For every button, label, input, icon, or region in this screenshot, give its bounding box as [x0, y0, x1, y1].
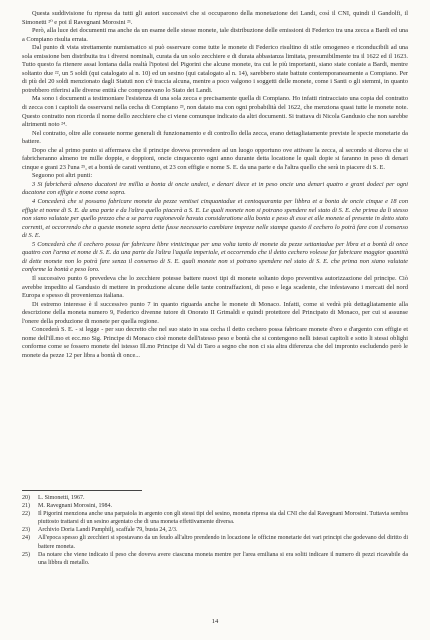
paragraph: Seguono poi altri punti: — [32, 172, 93, 180]
footnote-text: Da notare che viene indicato il peso che doveva avere ciascuna moneta mentre per l'area emiliana si era soliti indicare il numero di pezzi ricavabile da una libbra di metallo. — [38, 551, 408, 566]
footnote-text: M. Ravegnani Morosini, 1984. — [38, 503, 112, 510]
footnotes — [22, 490, 408, 567]
footnote-number: 23) — [22, 527, 30, 534]
paragraph: Ma sono i documenti a testimoniare l'esistenza di una sola zecca e precisamente quella di Compiano. Ho infatti rintracciato una copia del contratto di zecca con i capitoli da osservarsi nella cecha di Compiano ²³, non datato ma con ogni probabilità del 1622, che menziona quasi tutte le monete note. Questo contratto non ricorda il nome dello zecchiere che ci viene comunque indicato da altri documenti. Si trattava di Nicola Gandusio che non sarebbe altrimenti noto ²⁴. — [22, 95, 408, 129]
quoted-clause: 3 Si fabricherà almeno ducatoni tre millia a bonta di oncie undeci, e denari diece et in peso oncie una denari quatro e grani dodeci per ogni ducatone con effigie e nome come sopra. — [22, 180, 408, 197]
main-text — [22, 10, 408, 360]
paragraph: Questa suddivisione fu ripresa da tutti gli autori successivi che si occuparono della monetazione dei Landi, così il CNI, quindi il Gandolfi, il Simonetti ²⁰ e poi il Ravegnani Morosini ²¹. — [22, 10, 408, 26]
quoted-clause: 4 Concederà che si possano fabricare monete da pezze ventisei cinquantadue et centoquaranta per libbra et a bonta de oncie cinque e 18 con effigie et nome di S. E. da una parte e da l'altra quello piacerà a S. E. Le quali monete non si potrano spendere nel stato di S. E. che prima da li stesso non siano valutate per quello prezzo che a se parra ragionevole havuta consideratione alla bonta e peso di esse et alle monete al presente in detto stato correnti, et occorrendo che a queste monete sopra dette fusse necessario cambiare impreze nelle stampe questo il cechero lo potrà fare con il consenso di S. E. — [22, 198, 408, 240]
footnote-number: 24) — [22, 535, 30, 542]
footnote-number: 22) — [22, 511, 30, 518]
footnote — [22, 551, 408, 567]
footnote — [22, 502, 408, 510]
paragraph: Dal punto di vista strettamente numismatico si può osservare come tutte le monete di Federico risultino di stile omogeneo e riconducibili ad una sola emissione ben distribuita tra i diversi nominali, curata da un solo zecchiere e di durata abbastanza limitata, presumibilmente tra il 1622 ed il 1623. Tutto questo fa ritenere assai lontana dalla realtà l'ipotesi del Pigorini che alcune monete, tra cui le più importanti, siano state coniate a Bardi, mentre soltanto due ²², un 5 soldi (qui catalogato al n. 10) ed un sesino (qui catalogato al n. 14), sarebbero state battute contemporaneamente a Compiano. Per di più del 20 soldi menzionato dagli Statuti non c'è traccia alcuna, mentre a poco valgono i soggetti delle monete, come i Santi o gli stemmi, in quanto potrebbero riferirsi alle diverse entità che componevano lo Stato dei Landi. — [22, 44, 408, 94]
quoted-clause: 5 Concederà che il cechero possa far fabricare libre vinticinque per una volta tanto di monete da pezze settantadue per libra et a bontà di once quattro con l'arma et nome di S. E. da una parte da l'altra l'aquila imperiale, et occorrendo che il detto cechero volesse far fabricare maggior quantità di dette monete non lo potrà fare senza il consenso di S. E. quali monete non si potrano spendere nel stato di S. E. che prima non siano valutate conforme la bontà e peso loro. — [22, 240, 408, 274]
page-number: 14 — [211, 618, 219, 625]
footnote-text: All'epoca spesso gli zecchieri si spostavano da un feudo all'altro prendendo in locazione le officine monetarie dei vari principi che godevano del diritto di battere moneta. — [38, 535, 408, 550]
footnote-text: Archivio Doria Landi Pamphilj, scaffale 79, busta 24, 2/3. — [38, 527, 178, 534]
footnote-text: Il Pigorini menziona anche una parpaiola in argento con gli stessi tipi del sesino, moneta ripresa sia dal CNI che dal Ravegnani Morosini. Tuttavia sembra piuttosto trattarsi di un sesino argentato che di una moneta effettivamente diversa. — [38, 511, 408, 526]
paragraph: Il successivo punto 6 prevedeva che lo zecchiere potesse battere nuovi tipi di monete soltanto dopo preventiva autorizzazione del principe. Ciò avrebbe impedito al Gandusio di mettere in produzione alcune delle tante contraffazioni, di peso e lega scadente, che infestavano i mercati del nord Europa e spesso di provenienza italiana. — [22, 274, 408, 300]
footnote — [22, 494, 408, 502]
footnote — [22, 534, 408, 550]
paragraph: Nel contratto, oltre alle consuete norme generali di funzionamento e di controllo della zecca, erano dettagliatamente previste le specie monetarie da battere. — [22, 129, 408, 146]
footnote-number: 20) — [22, 495, 30, 501]
footnote-text: L. Simonetti, 1967. — [38, 495, 85, 501]
paragraph: Concederà S. E. - si legge - per suo decretto che nel suo stato in sua cecha il detto cechero possa fabricare monete d'oro e d'argento con effigie et nome dell'ill.mo et ecc.mo Sig. Principe di Monaco cioè monete dell'istesso peso e bontà che si contengono nelli istessi capitoli e sotto li stessi oblighi conforme come se fossero monete del istesso Ill.mo Principe di Val di Taro a segno che non ci sia altra diferenza che del impronto escludendo però le monete da pezze 12 per libra a bontà di once... — [22, 326, 408, 359]
footnote-divider — [22, 490, 142, 491]
paragraph: Di estremo interesse è il successivo punto 7 in quanto riguarda anche le monete di Monaco. Infatti, come si vedrà più dettagliatamente alla descrizione della moneta numero 9, Federico divenne tutore di Onorato II Grimaldi e quindi protettore del Principato di Monaco, per cui si assunse l'onere della produzione di monete per quella regione. — [22, 300, 408, 325]
footnote-number: 25) — [22, 551, 30, 558]
paragraph: Però, alla luce dei documenti ma anche da un esame delle stesse monete, tale distribuzione delle emissioni di Federico tra una zecca a Bardi ed una a Compiano risulta errata. — [22, 27, 408, 43]
footnote — [22, 510, 408, 526]
footnote-number: 21) — [22, 503, 30, 510]
footnote — [22, 526, 408, 534]
paragraph: Dopo che al primo punto si affermava che il principe doveva provvedere ad un luogo opportuno ove attivare la zecca, al secondo si diceva che si fabricheranno almeno tre mille doppie, e doppioni, oncie cinquecento ogni anno durante detta locatione le quali dopie si faranno in peso di denari cinque e grani 23 l'una ²⁵, et a bontà de carati ventiuno, et 23 con effigie e nome S. E. da una parte e da l'altra quello che serà in piacere di S. E. — [22, 146, 408, 171]
